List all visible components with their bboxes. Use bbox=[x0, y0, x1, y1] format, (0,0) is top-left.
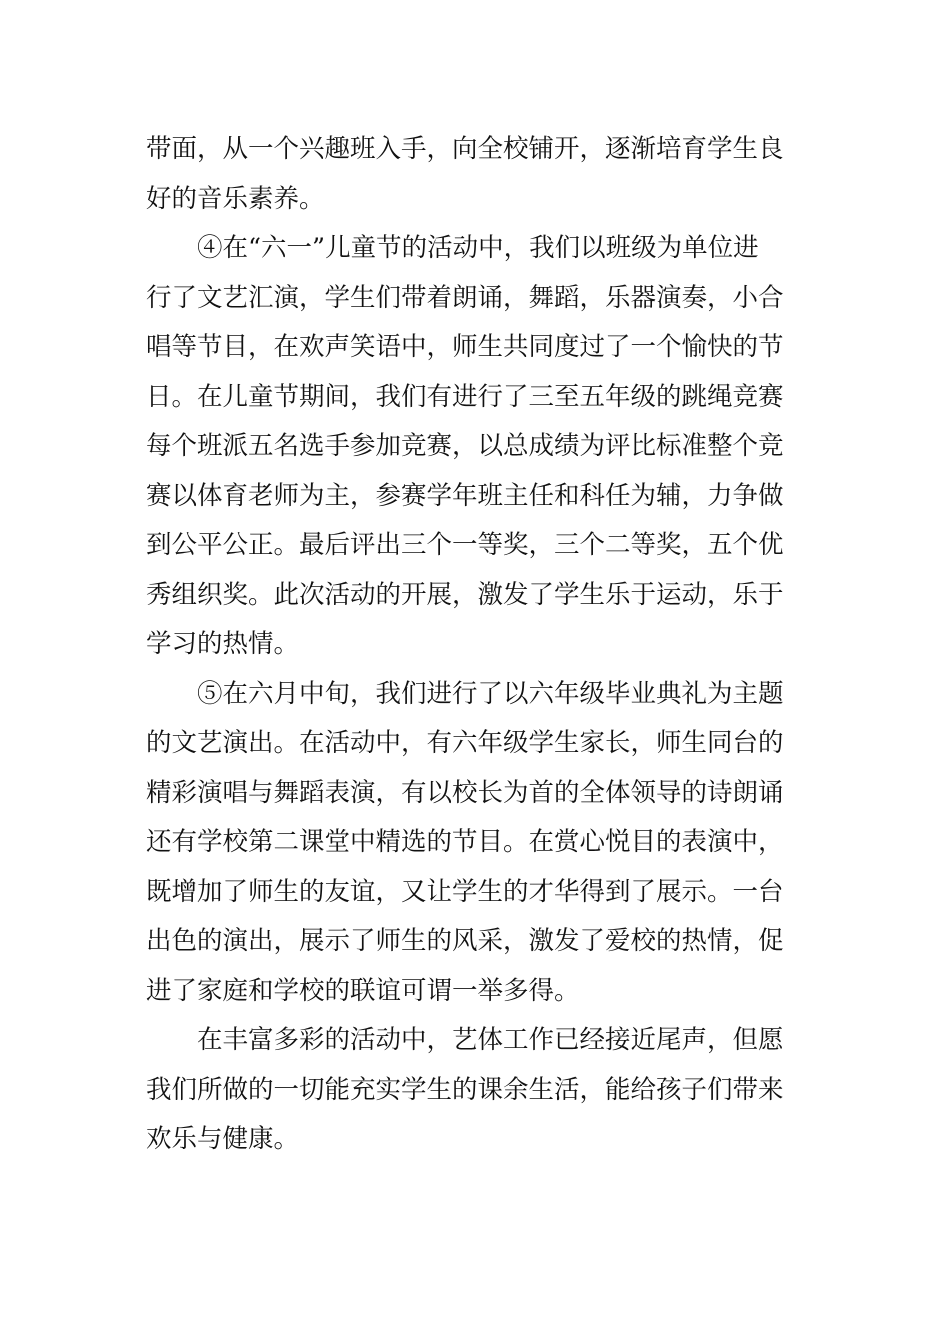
paragraph-first-line: ⑤在六月中旬，我们进行了以六年级毕业典礼为主题 bbox=[197, 678, 784, 709]
paragraph-line: 欢乐与健康。 bbox=[146, 1124, 300, 1154]
paragraph-line: 还有学校第二课堂中精选的节目。在赏心悦目的表演中， bbox=[146, 827, 784, 857]
paragraph-line: 出色的演出，展示了师生的风采，激发了爱校的热情，促 bbox=[146, 926, 784, 956]
paragraph-line: 进了家庭和学校的联谊可谓一举多得。 bbox=[146, 975, 580, 1006]
paragraph-line: 我们所做的一切能充实学生的课余生活，能给孩子们带来 bbox=[146, 1074, 784, 1105]
paragraph-first-line: 在丰富多彩的活动中，艺体工作已经接近尾声，但愿 bbox=[197, 1025, 784, 1055]
paragraph-first-line: ④在“六一”儿童节的活动中，我们以班级为单位进 bbox=[197, 233, 759, 263]
paragraph-line: 赛以体育老师为主，参赛学年班主任和科任为辅，力争做 bbox=[146, 480, 784, 511]
paragraph-line: 行了文艺汇演，学生们带着朗诵，舞蹈，乐器演奏，小合 bbox=[146, 282, 784, 313]
paragraph-line: 好的音乐素养。 bbox=[146, 183, 325, 214]
paragraph-line: 的文艺演出。在活动中，有六年级学生家长，师生同台的 bbox=[146, 728, 784, 758]
paragraph-line: 精彩演唱与舞蹈表演，有以校长为首的全体领导的诗朗诵 bbox=[146, 777, 784, 808]
paragraph-line: 既增加了师生的友谊，又让学生的才华得到了展示。一台 bbox=[146, 876, 784, 907]
document-body bbox=[146, 125, 816, 1165]
paragraph-line: 到公平公正。最后评出三个一等奖，三个二等奖，五个优 bbox=[146, 530, 784, 560]
paragraph-line: 秀组织奖。此次活动的开展，激发了学生乐于运动，乐于 bbox=[146, 579, 784, 610]
paragraph-line: 唱等节目，在欢声笑语中，师生共同度过了一个愉快的节 bbox=[146, 332, 784, 362]
paragraph-line: 带面，从一个兴趣班入手，向全校铺开，逐渐培育学生良 bbox=[146, 134, 784, 164]
paragraph-line: 日。在儿童节期间，我们有进行了三至五年级的跳绳竞赛 bbox=[146, 381, 784, 412]
paragraph-line: 学习的热情。 bbox=[146, 629, 300, 659]
paragraph-line: 每个班派五名选手参加竞赛，以总成绩为评比标准整个竞 bbox=[146, 431, 784, 461]
